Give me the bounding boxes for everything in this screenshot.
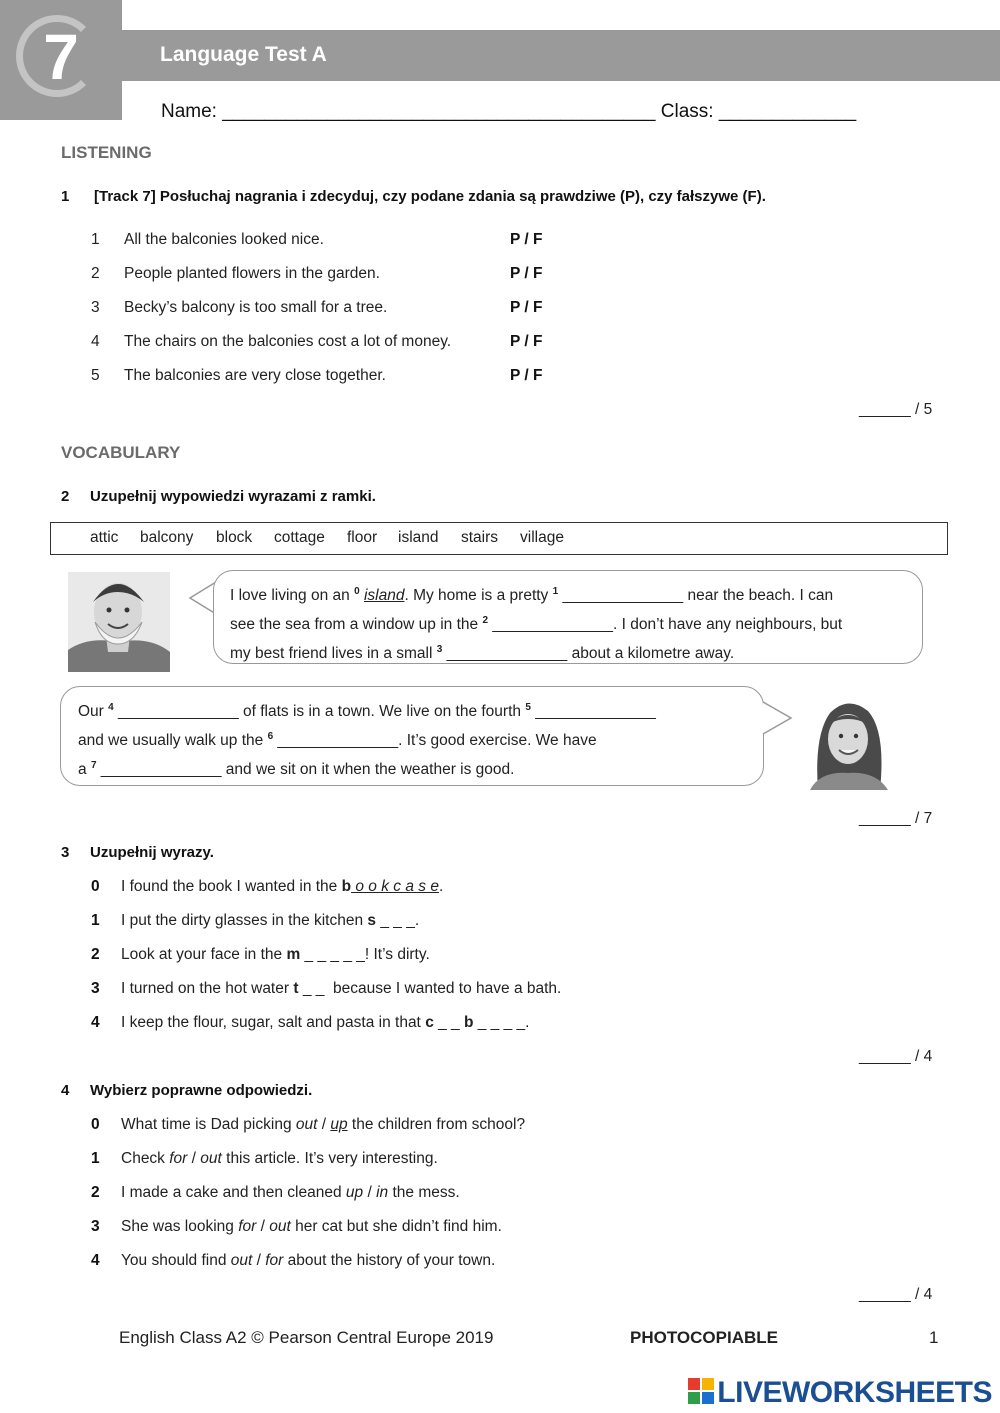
- score-field[interactable]: ______ / 4: [859, 1286, 933, 1303]
- list-item: I found the book I wanted in the b o o k c a s e.: [121, 878, 444, 895]
- item-number: 2: [91, 946, 100, 963]
- score-field[interactable]: ______ / 7: [859, 810, 933, 827]
- list-item: I made a cake and then cleaned up / in the mess.: [121, 1184, 460, 1201]
- option[interactable]: out: [230, 1252, 253, 1269]
- task-instruction: [Track 7] Posłuchaj nagrania i zdecyduj, czy podane zdania są prawdziwe (P), czy fałszywe (F).: [94, 188, 766, 205]
- option-selected[interactable]: up: [330, 1116, 348, 1133]
- list-item: Becky’s balcony is too small for a tree.: [124, 299, 388, 316]
- word-box-item: cottage: [274, 529, 325, 546]
- word-box-item: island: [398, 529, 439, 546]
- gap-field[interactable]: _ _: [298, 980, 329, 997]
- option[interactable]: for: [169, 1150, 188, 1167]
- word-box-item: floor: [347, 529, 378, 546]
- girl-photo: [800, 695, 897, 790]
- task-instruction: Wybierz poprawne odpowiedzi.: [90, 1082, 313, 1099]
- page-title: Language Test A: [160, 43, 327, 66]
- option[interactable]: out: [269, 1218, 291, 1235]
- list-item: The balconies are very close together.: [124, 367, 386, 384]
- gap-field[interactable]: ______________. I don’t have any neighbours, but: [488, 616, 843, 634]
- liveworksheets-icon: [687, 1377, 715, 1405]
- footer-copyright: English Class A2 © Pearson Central Europe 2019: [119, 1328, 494, 1347]
- gap-field[interactable]: _ _: [433, 1014, 464, 1031]
- score-field[interactable]: ______ / 5: [859, 401, 933, 418]
- gap-field[interactable]: ______________ near the beach. I can: [558, 587, 834, 605]
- option[interactable]: out: [200, 1150, 222, 1167]
- task-number: 4: [61, 1082, 70, 1099]
- item-number: 3: [91, 299, 100, 316]
- list-item: Check for / out this article. It’s very interesting.: [121, 1150, 438, 1167]
- item-number: 3: [91, 980, 100, 997]
- list-item: I keep the flour, sugar, salt and pasta in that c _ _ b _ _ _ _.: [121, 1014, 530, 1031]
- unit-number: 7: [43, 21, 79, 93]
- score-field[interactable]: ______ / 4: [859, 1048, 933, 1065]
- option[interactable]: for: [265, 1252, 284, 1269]
- item-number: 5: [91, 367, 100, 384]
- speech-bubble-tail: [761, 698, 795, 738]
- task-number: 1: [61, 188, 70, 205]
- list-item: All the balconies looked nice.: [124, 231, 324, 248]
- section-vocabulary: VOCABULARY: [61, 443, 181, 462]
- true-false-choice[interactable]: P / F: [510, 299, 543, 316]
- item-number: 4: [91, 1252, 100, 1269]
- bubble-text-man: I love living on an $^0$ island. My home is a pretty $^1$ ______________ near the beach. I can see the sea from a window up in the $^2$ ______________. I don’t have any neighbours, but my best friend lives in a small $^3$ ______________ about a kilometre away.: [230, 586, 843, 663]
- item-number: 1: [91, 231, 100, 248]
- option[interactable]: for: [238, 1218, 257, 1235]
- gap-field[interactable]: _ _ _ _: [473, 1014, 526, 1031]
- list-item: I put the dirty glasses in the kitchen s _ _ _.: [121, 912, 420, 929]
- example-answer: o o k c a s e: [351, 878, 439, 895]
- name-class-line[interactable]: Name: _________________________________________ Class: _____________: [161, 101, 857, 122]
- item-number: 2: [91, 265, 100, 282]
- gap-field[interactable]: ______________ about a kilometre away.: [442, 645, 735, 663]
- list-item: I turned on the hot water t _ _ because I wanted to have a bath.: [121, 980, 562, 997]
- true-false-choice[interactable]: P / F: [510, 333, 543, 350]
- option[interactable]: in: [376, 1184, 389, 1201]
- item-number: 1: [91, 1150, 100, 1167]
- item-number: 2: [91, 1184, 100, 1201]
- gap-field[interactable]: ______________ of flats is in a town. We live on the fourth: [113, 703, 526, 721]
- item-number: 3: [91, 1218, 100, 1235]
- word-box-item: balcony: [140, 529, 194, 546]
- list-item: The chairs on the balconies cost a lot of money.: [124, 333, 452, 350]
- list-item: What time is Dad picking out / up the children from school?: [121, 1116, 526, 1133]
- task-number: 2: [61, 488, 70, 505]
- gap-field[interactable]: ______________. It’s good exercise. We have: [273, 732, 597, 750]
- word-box-item: block: [216, 529, 253, 546]
- footer-photocopiable: PHOTOCOPIABLE: [630, 1328, 778, 1347]
- word-box-item: village: [520, 529, 564, 546]
- gap-field[interactable]: ______________: [530, 703, 656, 721]
- option[interactable]: out: [295, 1116, 318, 1133]
- item-number: 4: [91, 1014, 100, 1031]
- item-number: 4: [91, 333, 100, 350]
- section-listening: LISTENING: [61, 143, 152, 162]
- option[interactable]: up: [345, 1184, 364, 1201]
- list-item: People planted flowers in the garden.: [124, 265, 380, 282]
- gap-field[interactable]: _ _ _: [376, 912, 415, 929]
- item-number: 0: [91, 878, 100, 895]
- gap-field[interactable]: ______________ and we sit on it when the weather is good.: [96, 761, 515, 779]
- task-instruction: Uzupełnij wyrazy.: [90, 844, 214, 861]
- list-item: Look at your face in the m _ _ _ _ _! It’s dirty.: [121, 946, 430, 963]
- item-number: 1: [91, 912, 100, 929]
- word-box-item: stairs: [461, 529, 499, 546]
- true-false-choice[interactable]: P / F: [510, 265, 543, 282]
- liveworksheets-logo: LIVEWORKSHEETS: [687, 1376, 992, 1410]
- item-number: 0: [91, 1116, 100, 1133]
- word-box-item: attic: [90, 529, 119, 546]
- gap-field[interactable]: _ _ _ _ _: [300, 946, 365, 963]
- bubble-text-girl: Our $^4$ ______________ of flats is in a town. We live on the fourth $^5$ ______________ and we usually walk up the $^6$ ______________. It’s good exercise. We have a $^7$ ______________ and we sit on it when the weather is good.: [78, 702, 656, 779]
- true-false-choice[interactable]: P / F: [510, 231, 543, 248]
- task-instruction: Uzupełnij wypowiedzi wyrazami z ramki.: [90, 488, 376, 505]
- list-item: She was looking for / out her cat but she didn’t find him.: [121, 1218, 502, 1235]
- man-photo: [68, 572, 170, 672]
- true-false-choice[interactable]: P / F: [510, 367, 543, 384]
- example-answer: island: [363, 587, 405, 605]
- task-number: 3: [61, 844, 70, 861]
- list-item: You should find out / for about the history of your town.: [121, 1252, 496, 1269]
- word-box: [50, 522, 948, 555]
- page-number: 1: [929, 1328, 939, 1347]
